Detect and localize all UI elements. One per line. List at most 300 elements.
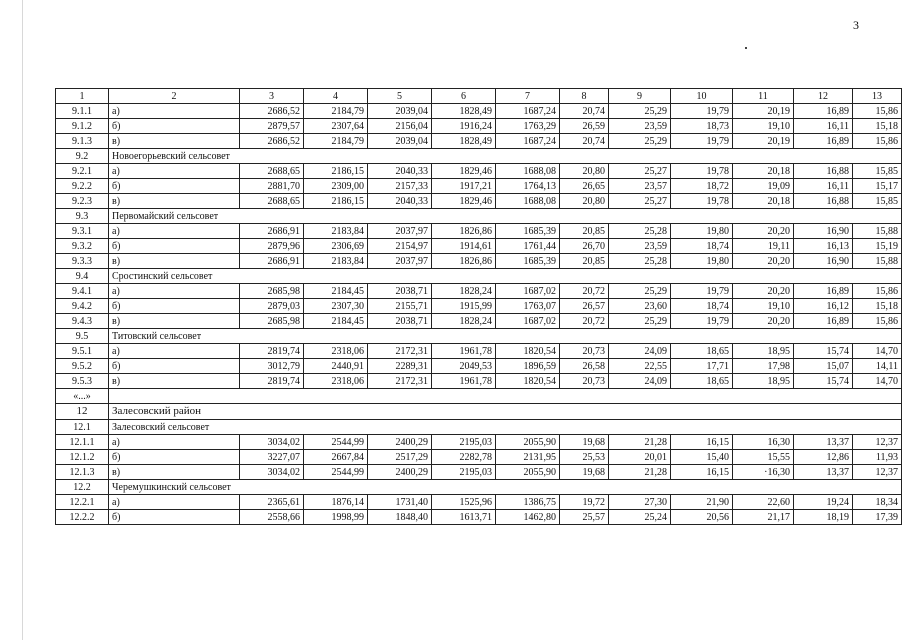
value-cell: 2306,69 <box>304 239 368 254</box>
value-cell: 2544,99 <box>304 435 368 450</box>
row-label: в) <box>109 465 240 480</box>
value-cell: 20,73 <box>560 344 609 359</box>
value-cell: 2183,84 <box>304 224 368 239</box>
value-cell: 11,93 <box>853 450 902 465</box>
value-cell: 25,29 <box>609 284 671 299</box>
value-cell: 26,70 <box>560 239 609 254</box>
value-cell: 23,60 <box>609 299 671 314</box>
value-cell: 15,86 <box>853 134 902 149</box>
value-cell: 15,85 <box>853 164 902 179</box>
table-row <box>56 254 902 269</box>
value-cell: 15,86 <box>853 314 902 329</box>
value-cell: 20,74 <box>560 134 609 149</box>
value-cell: 2038,71 <box>368 314 432 329</box>
section-row <box>56 420 902 435</box>
value-cell: 2040,33 <box>368 164 432 179</box>
header-cell: 4 <box>304 89 368 104</box>
value-cell: 19,09 <box>733 179 794 194</box>
value-cell: 1685,39 <box>496 254 560 269</box>
section-row <box>56 149 902 164</box>
value-cell: 1914,61 <box>432 239 496 254</box>
value-cell: 16,11 <box>794 119 853 134</box>
table-row <box>56 435 902 450</box>
value-cell: 1916,24 <box>432 119 496 134</box>
row-label: б) <box>109 510 240 525</box>
row-label: а) <box>109 164 240 179</box>
value-cell: 2157,33 <box>368 179 432 194</box>
value-cell: 20,01 <box>609 450 671 465</box>
value-cell: 15,88 <box>853 254 902 269</box>
section-title: Новоегорьевский сельсовет <box>109 149 902 164</box>
value-cell: 2184,45 <box>304 284 368 299</box>
row-label: б) <box>109 450 240 465</box>
value-cell: 16,88 <box>794 194 853 209</box>
table-row <box>56 450 902 465</box>
value-cell: 2686,52 <box>240 104 304 119</box>
value-cell: 19,68 <box>560 435 609 450</box>
value-cell: 21,90 <box>671 495 733 510</box>
value-cell: 1462,80 <box>496 510 560 525</box>
value-cell: 1613,71 <box>432 510 496 525</box>
value-cell: 1829,46 <box>432 194 496 209</box>
value-cell: 15,17 <box>853 179 902 194</box>
section-title: Залесовский сельсовет <box>109 420 902 435</box>
row-code: 9.2.2 <box>56 179 109 194</box>
value-cell: 14,70 <box>853 344 902 359</box>
value-cell: 20,20 <box>733 314 794 329</box>
section-row <box>56 329 902 344</box>
section-title: Черемушкинский сельсовет <box>109 480 902 495</box>
value-cell: 20,72 <box>560 314 609 329</box>
value-cell: 19,72 <box>560 495 609 510</box>
value-cell: 20,19 <box>733 104 794 119</box>
value-cell: 1761,44 <box>496 239 560 254</box>
ellipsis-row <box>56 389 902 404</box>
value-cell: 25,28 <box>609 224 671 239</box>
value-cell: 16,89 <box>794 314 853 329</box>
section-code: 9.3 <box>56 209 109 224</box>
value-cell: 2155,71 <box>368 299 432 314</box>
value-cell: 18,65 <box>671 344 733 359</box>
value-cell: 2055,90 <box>496 435 560 450</box>
value-cell: 16,11 <box>794 179 853 194</box>
value-cell: ·16,30 <box>733 465 794 480</box>
value-cell: 20,73 <box>560 374 609 389</box>
value-cell: 2688,65 <box>240 194 304 209</box>
value-cell: 2183,84 <box>304 254 368 269</box>
value-cell: 2039,04 <box>368 104 432 119</box>
page-number: 3 <box>853 18 859 32</box>
value-cell: 3227,07 <box>240 450 304 465</box>
value-cell: 16,12 <box>794 299 853 314</box>
value-cell: 20,20 <box>733 284 794 299</box>
value-cell: 20,20 <box>733 224 794 239</box>
value-cell: 20,18 <box>733 164 794 179</box>
value-cell: 26,58 <box>560 359 609 374</box>
header-cell: 7 <box>496 89 560 104</box>
row-code: 9.1.3 <box>56 134 109 149</box>
value-cell: 25,29 <box>609 134 671 149</box>
value-cell: 2686,91 <box>240 224 304 239</box>
value-cell: 22,60 <box>733 495 794 510</box>
value-cell: 21,28 <box>609 465 671 480</box>
value-cell: 1915,99 <box>432 299 496 314</box>
value-cell: 2195,03 <box>432 435 496 450</box>
value-cell: 19,10 <box>733 119 794 134</box>
value-cell: 19,68 <box>560 465 609 480</box>
district-code: 12 <box>56 404 109 420</box>
value-cell: 21,28 <box>609 435 671 450</box>
value-cell: 1828,24 <box>432 284 496 299</box>
value-cell: 25,27 <box>609 164 671 179</box>
row-label: а) <box>109 224 240 239</box>
value-cell: 27,30 <box>609 495 671 510</box>
value-cell: 20,72 <box>560 284 609 299</box>
header-cell: 2 <box>109 89 240 104</box>
value-cell: 15,07 <box>794 359 853 374</box>
row-label: б) <box>109 299 240 314</box>
value-cell: 1896,59 <box>496 359 560 374</box>
value-cell: 17,71 <box>671 359 733 374</box>
value-cell: 2879,96 <box>240 239 304 254</box>
row-code: 12.1.2 <box>56 450 109 465</box>
row-code: 9.4.2 <box>56 299 109 314</box>
row-label: в) <box>109 314 240 329</box>
value-cell: 15,74 <box>794 344 853 359</box>
value-cell: 20,18 <box>733 194 794 209</box>
value-cell: 2309,00 <box>304 179 368 194</box>
value-cell: 25,29 <box>609 104 671 119</box>
value-cell: 1961,78 <box>432 344 496 359</box>
table-row <box>56 104 902 119</box>
value-cell: 2156,04 <box>368 119 432 134</box>
value-cell: 19,79 <box>671 104 733 119</box>
value-cell: 15,86 <box>853 104 902 119</box>
value-cell: 2195,03 <box>432 465 496 480</box>
section-row <box>56 480 902 495</box>
value-cell: 2881,70 <box>240 179 304 194</box>
value-cell: 2282,78 <box>432 450 496 465</box>
section-code: 9.4 <box>56 269 109 284</box>
value-cell: 1764,13 <box>496 179 560 194</box>
section-code: 9.2 <box>56 149 109 164</box>
value-cell: 18,95 <box>733 374 794 389</box>
value-cell: 14,70 <box>853 374 902 389</box>
tariff-table <box>55 88 902 525</box>
header-cell: 6 <box>432 89 496 104</box>
value-cell: 2558,66 <box>240 510 304 525</box>
value-cell: 17,39 <box>853 510 902 525</box>
row-code: 9.5.1 <box>56 344 109 359</box>
value-cell: 24,09 <box>609 344 671 359</box>
value-cell: 2686,52 <box>240 134 304 149</box>
value-cell: 19,80 <box>671 254 733 269</box>
value-cell: 12,86 <box>794 450 853 465</box>
value-cell: 19,80 <box>671 224 733 239</box>
value-cell: 2544,99 <box>304 465 368 480</box>
value-cell: 20,80 <box>560 164 609 179</box>
value-cell: 1687,24 <box>496 134 560 149</box>
header-cell: 1 <box>56 89 109 104</box>
value-cell: 1828,49 <box>432 104 496 119</box>
table-row <box>56 194 902 209</box>
value-cell: 15,19 <box>853 239 902 254</box>
value-cell: 16,13 <box>794 239 853 254</box>
section-row <box>56 269 902 284</box>
value-cell: 1687,02 <box>496 314 560 329</box>
table-row <box>56 314 902 329</box>
value-cell: 25,28 <box>609 254 671 269</box>
value-cell: 14,11 <box>853 359 902 374</box>
value-cell: 2365,61 <box>240 495 304 510</box>
section-code: 9.5 <box>56 329 109 344</box>
value-cell: 2688,65 <box>240 164 304 179</box>
value-cell: 2038,71 <box>368 284 432 299</box>
table-header-row <box>56 89 902 104</box>
value-cell: 1998,99 <box>304 510 368 525</box>
value-cell: 1687,02 <box>496 284 560 299</box>
value-cell: 16,30 <box>733 435 794 450</box>
row-label: а) <box>109 344 240 359</box>
value-cell: 15,40 <box>671 450 733 465</box>
district-row <box>56 404 902 420</box>
value-cell: 1876,14 <box>304 495 368 510</box>
value-cell: 1961,78 <box>432 374 496 389</box>
header-cell: 10 <box>671 89 733 104</box>
value-cell: 1685,39 <box>496 224 560 239</box>
value-cell: 2184,45 <box>304 314 368 329</box>
value-cell: 1820,54 <box>496 374 560 389</box>
value-cell: 19,11 <box>733 239 794 254</box>
omission-mark: «...» <box>56 389 109 404</box>
value-cell: 26,57 <box>560 299 609 314</box>
value-cell: 19,79 <box>671 314 733 329</box>
row-code: 9.2.3 <box>56 194 109 209</box>
value-cell: 19,79 <box>671 134 733 149</box>
value-cell: 1731,40 <box>368 495 432 510</box>
table-row <box>56 179 902 194</box>
value-cell: 23,59 <box>609 119 671 134</box>
value-cell: 25,27 <box>609 194 671 209</box>
value-cell: 18,73 <box>671 119 733 134</box>
value-cell: 22,55 <box>609 359 671 374</box>
value-cell: 2400,29 <box>368 465 432 480</box>
value-cell: 15,18 <box>853 119 902 134</box>
row-code: 9.5.3 <box>56 374 109 389</box>
value-cell: 20,74 <box>560 104 609 119</box>
value-cell: 19,24 <box>794 495 853 510</box>
value-cell: 2184,79 <box>304 104 368 119</box>
row-label: б) <box>109 179 240 194</box>
value-cell: 1763,07 <box>496 299 560 314</box>
value-cell: 2184,79 <box>304 134 368 149</box>
row-code: 9.1.1 <box>56 104 109 119</box>
header-cell: 11 <box>733 89 794 104</box>
value-cell: 2667,84 <box>304 450 368 465</box>
district-title: Залесовский район <box>109 404 902 420</box>
table-row <box>56 284 902 299</box>
value-cell: 18,65 <box>671 374 733 389</box>
value-cell: 20,19 <box>733 134 794 149</box>
table-row <box>56 239 902 254</box>
value-cell: 15,86 <box>853 284 902 299</box>
value-cell: 18,74 <box>671 299 733 314</box>
value-cell: 25,29 <box>609 314 671 329</box>
section-title: Титовский сельсовет <box>109 329 902 344</box>
table-row <box>56 164 902 179</box>
section-row <box>56 209 902 224</box>
value-cell: 1829,46 <box>432 164 496 179</box>
value-cell: 2400,29 <box>368 435 432 450</box>
value-cell: 2819,74 <box>240 374 304 389</box>
row-code: 9.2.1 <box>56 164 109 179</box>
header-cell: 8 <box>560 89 609 104</box>
value-cell: 16,89 <box>794 284 853 299</box>
value-cell: 24,09 <box>609 374 671 389</box>
section-title: Первомайский сельсовет <box>109 209 902 224</box>
value-cell: 12,37 <box>853 465 902 480</box>
value-cell: 16,89 <box>794 104 853 119</box>
value-cell: 20,80 <box>560 194 609 209</box>
row-code: 9.3.1 <box>56 224 109 239</box>
value-cell: 25,57 <box>560 510 609 525</box>
row-code: 12.1.3 <box>56 465 109 480</box>
section-title: Сростинский сельсовет <box>109 269 902 284</box>
value-cell: 16,90 <box>794 254 853 269</box>
value-cell: 15,18 <box>853 299 902 314</box>
value-cell: 17,98 <box>733 359 794 374</box>
value-cell: 2289,31 <box>368 359 432 374</box>
table-row <box>56 299 902 314</box>
value-cell: 19,78 <box>671 164 733 179</box>
row-label: б) <box>109 119 240 134</box>
value-cell: 23,57 <box>609 179 671 194</box>
row-code: 9.1.2 <box>56 119 109 134</box>
table-row <box>56 359 902 374</box>
table-row <box>56 495 902 510</box>
header-cell: 5 <box>368 89 432 104</box>
value-cell: 2172,31 <box>368 374 432 389</box>
scan-speck <box>745 47 747 49</box>
value-cell: 13,37 <box>794 435 853 450</box>
row-label: в) <box>109 254 240 269</box>
row-label: в) <box>109 374 240 389</box>
row-code: 12.2.1 <box>56 495 109 510</box>
value-cell: 18,19 <box>794 510 853 525</box>
value-cell: 18,74 <box>671 239 733 254</box>
value-cell: 19,78 <box>671 194 733 209</box>
header-cell: 9 <box>609 89 671 104</box>
value-cell: 2440,91 <box>304 359 368 374</box>
value-cell: 15,74 <box>794 374 853 389</box>
value-cell: 2037,97 <box>368 254 432 269</box>
value-cell: 2879,57 <box>240 119 304 134</box>
value-cell: 1525,96 <box>432 495 496 510</box>
value-cell: 1917,21 <box>432 179 496 194</box>
value-cell: 13,37 <box>794 465 853 480</box>
value-cell: 2131,95 <box>496 450 560 465</box>
value-cell: 3012,79 <box>240 359 304 374</box>
value-cell: 2685,98 <box>240 314 304 329</box>
value-cell: 2819,74 <box>240 344 304 359</box>
value-cell: 1826,86 <box>432 224 496 239</box>
value-cell: 1828,49 <box>432 134 496 149</box>
value-cell: 1828,24 <box>432 314 496 329</box>
value-cell: 20,85 <box>560 224 609 239</box>
value-cell: 21,17 <box>733 510 794 525</box>
value-cell: 18,95 <box>733 344 794 359</box>
value-cell: 2040,33 <box>368 194 432 209</box>
row-label: в) <box>109 194 240 209</box>
value-cell: 25,24 <box>609 510 671 525</box>
row-code: 9.4.3 <box>56 314 109 329</box>
table-row <box>56 510 902 525</box>
value-cell: 2307,30 <box>304 299 368 314</box>
row-label: а) <box>109 435 240 450</box>
value-cell: 20,20 <box>733 254 794 269</box>
row-label: б) <box>109 239 240 254</box>
value-cell: 16,88 <box>794 164 853 179</box>
value-cell: 3034,02 <box>240 435 304 450</box>
value-cell: 2517,29 <box>368 450 432 465</box>
table-row <box>56 465 902 480</box>
value-cell: 2318,06 <box>304 374 368 389</box>
value-cell: 1386,75 <box>496 495 560 510</box>
value-cell: 20,85 <box>560 254 609 269</box>
value-cell: 3034,02 <box>240 465 304 480</box>
row-label: а) <box>109 104 240 119</box>
row-code: 9.5.2 <box>56 359 109 374</box>
empty-span <box>109 389 902 404</box>
value-cell: 20,56 <box>671 510 733 525</box>
value-cell: 2037,97 <box>368 224 432 239</box>
row-label: б) <box>109 359 240 374</box>
value-cell: 16,89 <box>794 134 853 149</box>
value-cell: 2879,03 <box>240 299 304 314</box>
value-cell: 2154,97 <box>368 239 432 254</box>
row-label: а) <box>109 495 240 510</box>
value-cell: 16,90 <box>794 224 853 239</box>
row-label: а) <box>109 284 240 299</box>
row-code: 9.3.2 <box>56 239 109 254</box>
value-cell: 2307,64 <box>304 119 368 134</box>
header-cell: 3 <box>240 89 304 104</box>
table-row <box>56 134 902 149</box>
row-code: 9.3.3 <box>56 254 109 269</box>
value-cell: 2186,15 <box>304 164 368 179</box>
value-cell: 15,85 <box>853 194 902 209</box>
page-edge-line <box>22 0 23 640</box>
header-cell: 12 <box>794 89 853 104</box>
value-cell: 26,59 <box>560 119 609 134</box>
value-cell: 1687,24 <box>496 104 560 119</box>
value-cell: 16,15 <box>671 465 733 480</box>
value-cell: 25,53 <box>560 450 609 465</box>
value-cell: 2049,53 <box>432 359 496 374</box>
value-cell: 2186,15 <box>304 194 368 209</box>
row-code: 12.1.1 <box>56 435 109 450</box>
value-cell: 2318,06 <box>304 344 368 359</box>
value-cell: 1763,29 <box>496 119 560 134</box>
section-code: 12.2 <box>56 480 109 495</box>
row-label: в) <box>109 134 240 149</box>
value-cell: 12,37 <box>853 435 902 450</box>
value-cell: 1688,08 <box>496 164 560 179</box>
value-cell: 2039,04 <box>368 134 432 149</box>
value-cell: 18,34 <box>853 495 902 510</box>
value-cell: 26,65 <box>560 179 609 194</box>
value-cell: 19,10 <box>733 299 794 314</box>
